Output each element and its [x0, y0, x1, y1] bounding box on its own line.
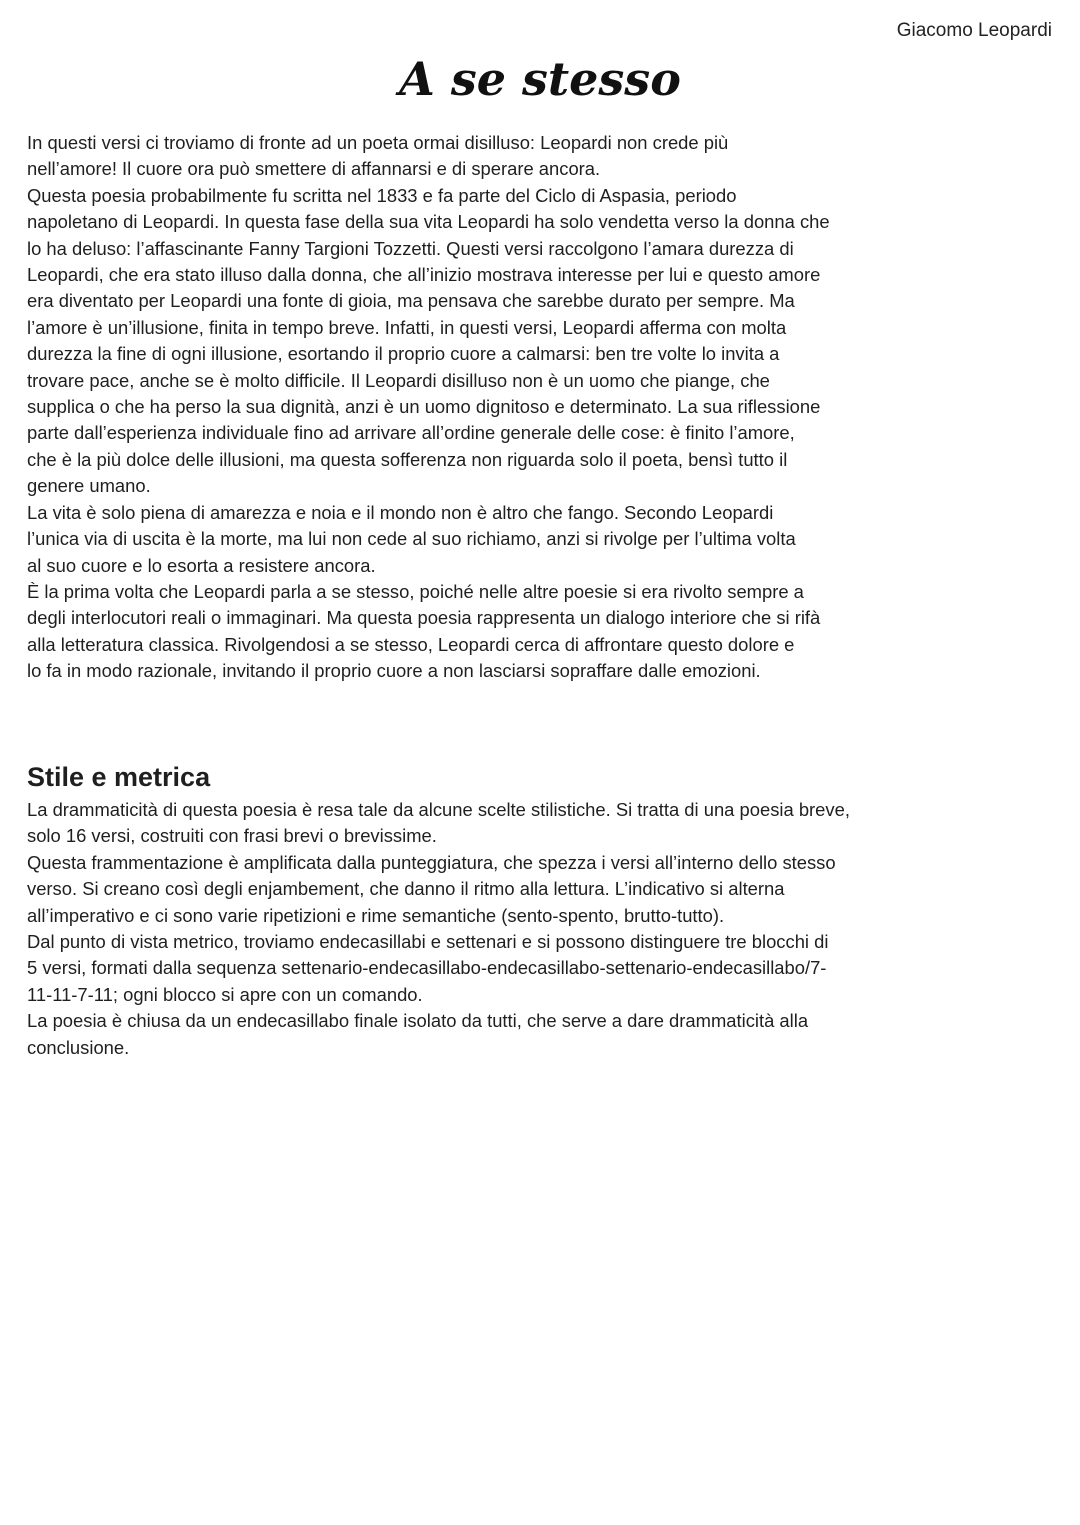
text-line: Questa frammentazione è amplificata dalla punteggiatura, che spezza i versi all’interno dello stesso	[27, 851, 836, 873]
text-line: Questa poesia probabilmente fu scritta nel 1833 e fa parte del Ciclo di Aspasia, periodo	[27, 184, 737, 206]
text-line: l’unica via di uscita è la morte, ma lui non cede al suo richiamo, anzi si rivolge per l’ultima volta	[27, 528, 796, 550]
text-line: nell’amore! Il cuore ora può smettere di affannarsi e di sperare ancora.	[27, 158, 601, 180]
text-line: all’imperativo e ci sono varie ripetizioni e rime semantiche (sento-spento, brutto-tutto).	[27, 904, 725, 926]
text-line: La drammaticità di questa poesia è resa tale da alcune scelte stilistiche. Si tratta di una poesia breve,	[27, 799, 850, 820]
text-line: Dal punto di vista metrico, troviamo endecasillabi e settenari e si possono distinguere tre blocchi di	[27, 931, 829, 953]
text-line: supplica o che ha perso la sua dignità, anzi è un uomo dignitoso e determinato. La sua riflessione	[27, 396, 821, 418]
text-line: napoletano di Leopardi. In questa fase della sua vita Leopardi ha solo vendetta verso la donna che	[27, 211, 830, 233]
text-line: 11-11-7-11; ogni blocco si apre con un comando.	[27, 983, 423, 1005]
text-line: parte dall’esperienza individuale fino ad arrivare all’ordine generale delle cose: è finito l’amore,	[27, 422, 795, 444]
text-line: Leopardi, che era stato illuso dalla donna, che all’inizio mostrava interesse per lui e questo amore	[27, 264, 821, 286]
text-line: genere umano.	[27, 475, 151, 497]
text-line: che è la più dolce delle illusioni, ma questa sofferenza non riguarda solo il poeta, bensì tutto il	[27, 448, 788, 470]
text-line: era diventato per Leopardi una fonte di gioia, ma pensava che sarebbe durato per sempre. Ma	[27, 290, 795, 312]
text-line: l’amore è un’illusione, finita in tempo breve. Infatti, in questi versi, Leopardi afferma con molta	[27, 316, 787, 338]
text-line: conclusione.	[27, 1036, 130, 1058]
text-line: 5 versi, formati dalla sequenza settenario-endecasillabo-endecasillabo-settenario-endecasillabo/7-	[27, 957, 827, 979]
text-line: lo fa in modo razionale, invitando il proprio cuore a non lasciarsi sopraffare dalle emozioni.	[27, 660, 761, 682]
text-line: alla letteratura classica. Rivolgendosi a se stesso, Leopardi cerca di affrontare questo dolore e	[27, 633, 795, 655]
text-line: È la prima volta che Leopardi parla a se stesso, poiché nelle altre poesie si era rivolto sempre a	[27, 580, 804, 602]
style-paragraph	[27, 797, 927, 1061]
text-line: lo ha deluso: l’affascinante Fanny Targioni Tozzetti. Questi versi raccolgono l’amara durezza di	[27, 237, 794, 259]
intro-paragraph	[27, 130, 927, 685]
text-line: solo 16 versi, costruiti con frasi brevi o brevissime.	[27, 825, 437, 847]
page-title: A se stesso	[399, 52, 681, 106]
text-line: In questi versi ci troviamo di fronte ad un poeta ormai disilluso: Leopardi non crede più	[27, 132, 729, 153]
text-line: durezza la fine di ogni illusione, esortando il proprio cuore a calmarsi: ben tre volte lo invita a	[27, 343, 780, 365]
text-line: degli interlocutori reali o immaginari. Ma questa poesia rappresenta un dialogo interiore che si rifà	[27, 607, 821, 629]
text-line: al suo cuore e lo esorta a resistere ancora.	[27, 554, 376, 576]
text-line: La vita è solo piena di amarezza e noia e il mondo non è altro che fango. Secondo Leopardi	[27, 501, 774, 523]
text-line: La poesia è chiusa da un endecasillabo finale isolato da tutti, che serve a dare drammaticità alla	[27, 1010, 809, 1032]
author-name: Giacomo Leopardi	[896, 20, 1052, 41]
text-line: trovare pace, anche se è molto difficile. Il Leopardi disilluso non è un uomo che piange, che	[27, 369, 770, 391]
section-heading-style: Stile e metrica	[27, 762, 211, 792]
text-line: verso. Si creano così degli enjambement, che danno il ritmo alla lettura. L’indicativo si alterna	[27, 878, 785, 900]
